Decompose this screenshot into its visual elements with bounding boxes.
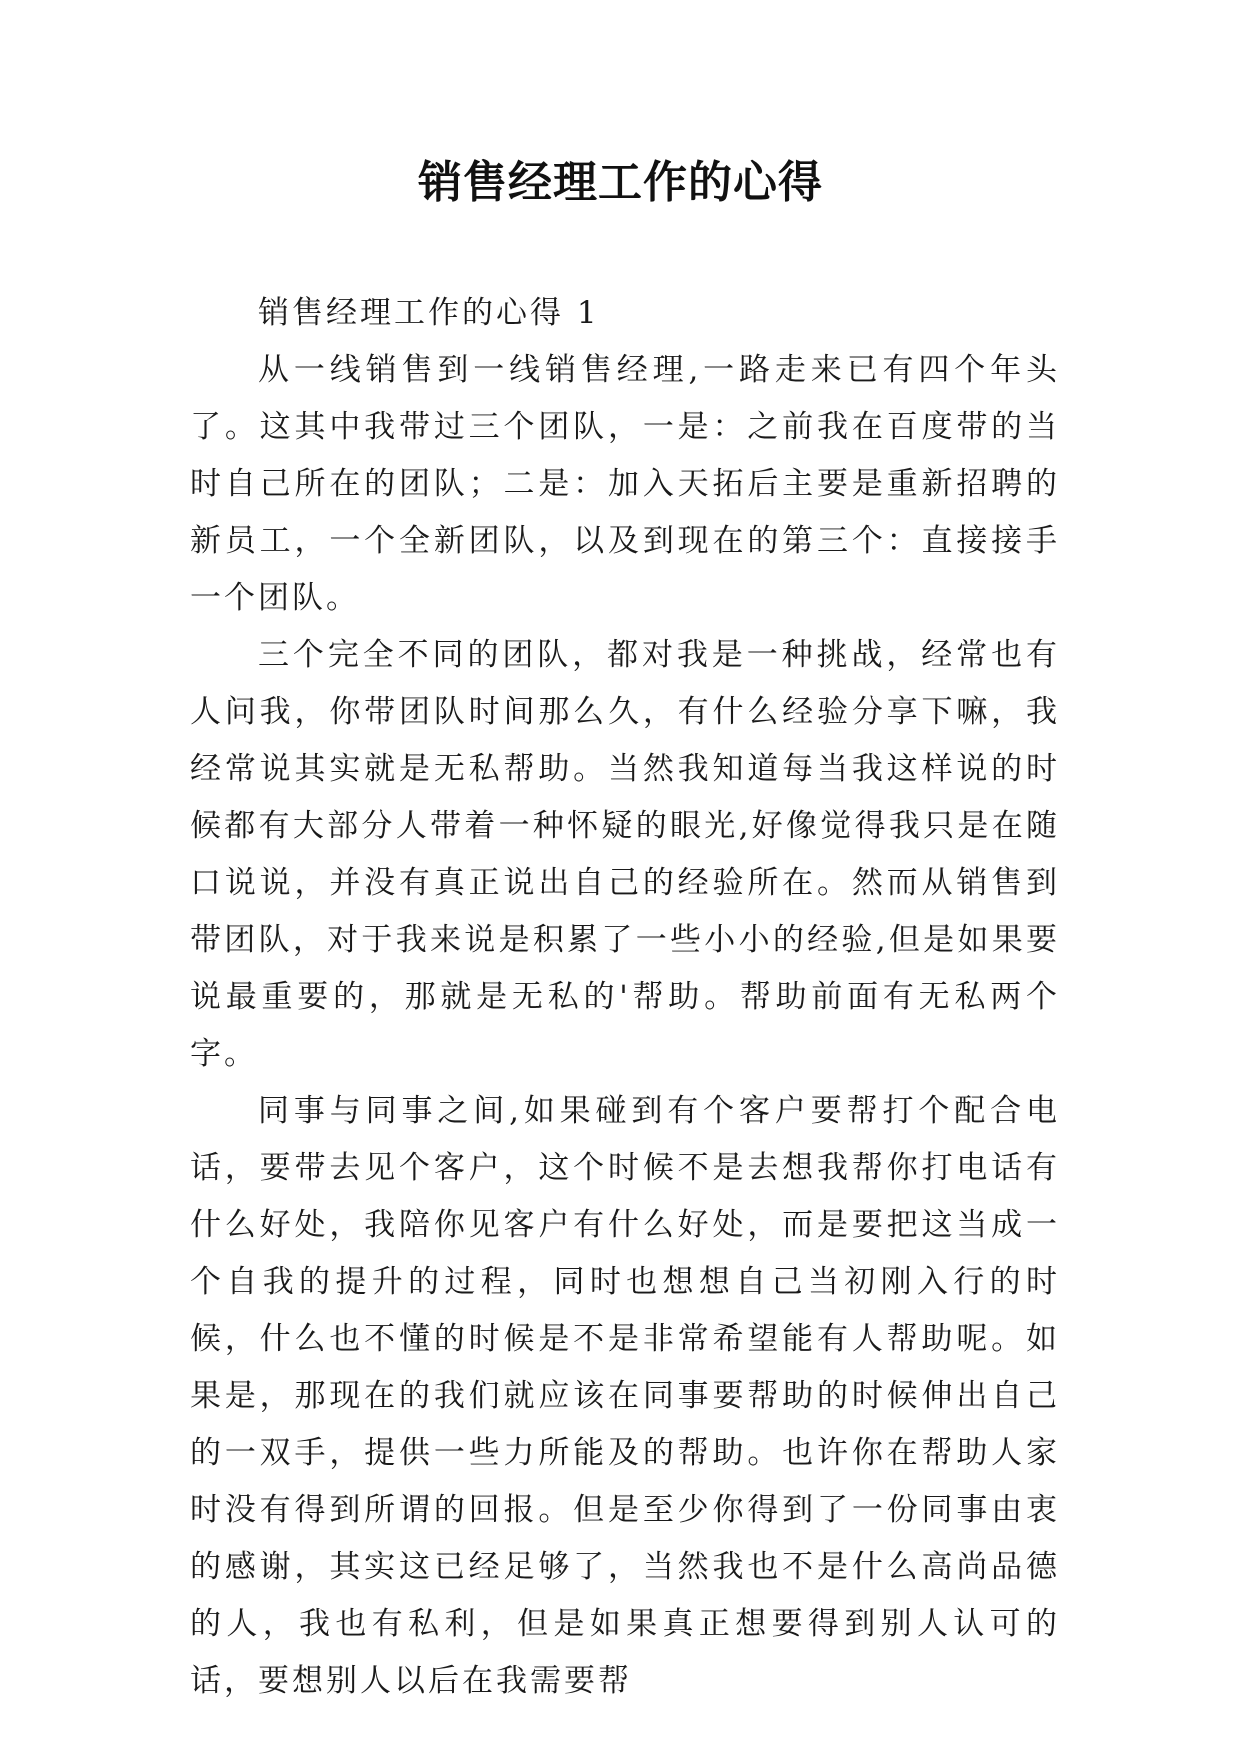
paragraph: 三个完全不同的团队，都对我是一种挑战，经常也有人问我，你带团队时间那么久，有什么经验分享下嘛，我经常说其实就是无私帮助。当然我知道每当我这样说的时候都有大部分人带着一种怀疑的眼光,好像觉得我只是在随口说说，并没有真正说出自己的经验所在。然而从销售到带团队，对于我来说是积累了一些小小的经验,但是如果要说最重要的，那就是无私的'帮助。帮助前面有无私两个字。: [190, 637, 1060, 1072]
section-heading: 销售经理工作的心得 1: [258, 295, 600, 331]
paragraph: 从一线销售到一线销售经理,一路走来已有四个年头了。这其中我带过三个团队，一是：之前我在百度带的当时自己所在的团队；二是：加入天拓后主要是重新招聘的新员工，一个全新团队，以及到现在的第三个：直接接手一个团队。: [190, 352, 1060, 616]
document-title: 销售经理工作的心得: [418, 157, 823, 208]
paragraph: 同事与同事之间,如果碰到有个客户要帮打个配合电话，要带去见个客户，这个时候不是去想我帮你打电话有什么好处，我陪你见客户有什么好处，而是要把这当成一个自我的提升的过程，同时也想想自己当初刚入行的时候，什么也不懂的时候是不是非常希望能有人帮助呢。如果是，那现在的我们就应该在同事要帮助的时候伸出自己的一双手，提供一些力所能及的帮助。也许你在帮助人家时没有得到所谓的回报。但是至少你得到了一份同事由衷的感谢，其实这已经足够了，当然我也不是什么高尚品德的人，我也有私利，但是如果真正想要得到别人认可的话，要想别人以后在我需要帮: [190, 1093, 1060, 1699]
document-body: [190, 285, 1060, 1710]
